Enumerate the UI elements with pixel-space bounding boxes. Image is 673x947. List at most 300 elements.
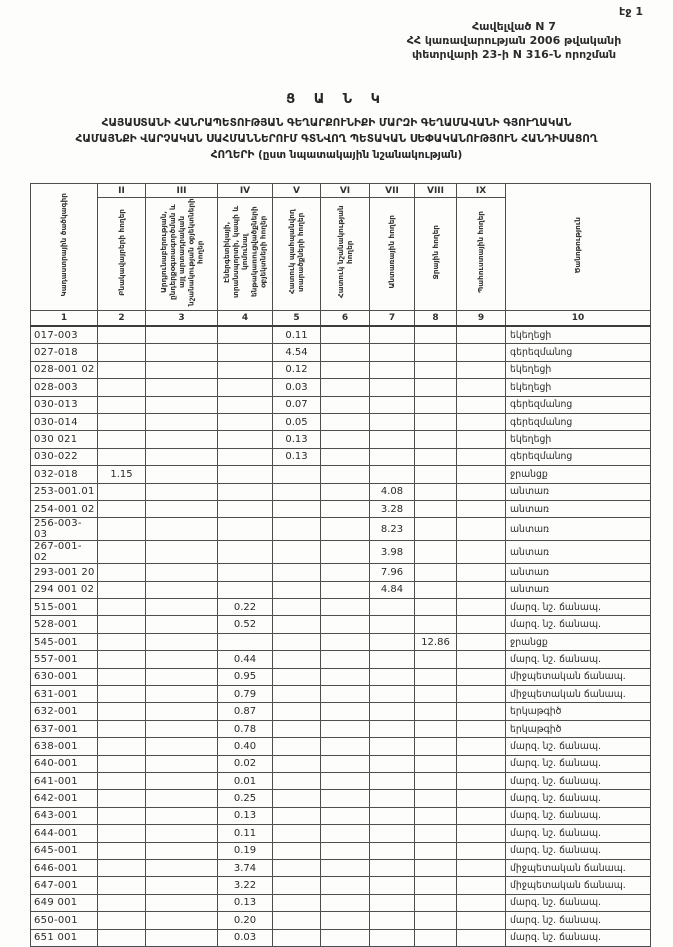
roman-numeral-III: III (146, 184, 218, 198)
cell-value: 0.40 (218, 738, 273, 755)
cell-value (146, 651, 218, 668)
table-row (31, 859, 651, 876)
cell-value (273, 738, 321, 755)
cell-code: 028-003 (31, 379, 98, 396)
cell-value (273, 772, 321, 789)
cell-value (321, 738, 370, 755)
appendix-line-3: փետրվարի 23-ի N 316-Ն որոշման (411, 47, 617, 61)
cell-value: 4.54 (273, 344, 321, 361)
cell-value (321, 686, 370, 703)
cell-value (218, 326, 273, 344)
column-header-2-label: Արդյունաբերության, ընդերքօգտագործման և այլ արտադրական նշանակության օբյեկտների հողեր (158, 198, 205, 306)
cell-value (98, 541, 146, 564)
cell-value (370, 877, 415, 894)
cell-value (98, 413, 146, 430)
cell-value (146, 564, 218, 581)
cell-value (273, 500, 321, 517)
cell-code: 017-003 (31, 326, 98, 344)
cell-value (457, 581, 506, 598)
cell-code: 294 001 02 (31, 581, 98, 598)
column-header-7-label: Ջրային հողեր (430, 224, 440, 280)
cell-value (273, 894, 321, 911)
cell-value (415, 755, 457, 772)
cell-value: 0.52 (218, 616, 273, 633)
cell-note: մարզ. նշ. ճանապ. (506, 807, 651, 824)
cell-value (415, 326, 457, 344)
column-header-7 (415, 198, 457, 311)
cell-value: 0.01 (218, 772, 273, 789)
cell-value (457, 379, 506, 396)
cell-note: երկաթգիծ (506, 703, 651, 720)
appendix-line-2: ՀՀ կառավարության 2006 թվականի (406, 33, 622, 47)
cell-value (98, 361, 146, 378)
cell-value (273, 807, 321, 824)
cell-note: միջպետական ճանապ. (506, 668, 651, 685)
column-number-4: 4 (218, 311, 273, 327)
cell-value (415, 344, 457, 361)
cell-value (146, 379, 218, 396)
cell-value (321, 541, 370, 564)
cell-code: 528-001 (31, 616, 98, 633)
cell-note: եկեղեցի (506, 326, 651, 344)
table-row (31, 361, 651, 378)
column-number-1: 1 (31, 311, 98, 327)
cell-code: 030-014 (31, 413, 98, 430)
cell-value (218, 396, 273, 413)
cell-value (457, 431, 506, 448)
table-row (31, 326, 651, 344)
cell-value (321, 703, 370, 720)
cell-value (273, 541, 321, 564)
cell-note: մարզ. նշ. ճանապ. (506, 894, 651, 911)
cell-value (98, 929, 146, 946)
cell-value (415, 564, 457, 581)
header-roman-row (31, 184, 651, 198)
column-number-3: 3 (146, 311, 218, 327)
column-number-5: 5 (273, 311, 321, 327)
column-header-code (31, 184, 98, 311)
cell-value (457, 807, 506, 824)
cell-value (370, 616, 415, 633)
cell-value (370, 790, 415, 807)
cell-value (457, 790, 506, 807)
cell-note: միջպետական ճանապ. (506, 859, 651, 876)
cell-value: 3.98 (370, 541, 415, 564)
cell-note: մարզ. նշ. ճանապ. (506, 825, 651, 842)
table-row (31, 703, 651, 720)
table-row (31, 466, 651, 483)
cell-value (146, 877, 218, 894)
cell-value (321, 807, 370, 824)
cell-value (415, 703, 457, 720)
cell-value (146, 633, 218, 650)
cell-value: 0.78 (218, 720, 273, 737)
cell-value (457, 772, 506, 789)
cell-value (218, 344, 273, 361)
cell-value (415, 599, 457, 616)
cell-code: 032-018 (31, 466, 98, 483)
cell-value (370, 651, 415, 668)
table-row (31, 929, 651, 946)
table-row (31, 790, 651, 807)
cell-value (218, 581, 273, 598)
appendix-header (368, 20, 660, 61)
cell-value (370, 361, 415, 378)
cell-value (321, 581, 370, 598)
cell-value (273, 466, 321, 483)
cell-note: մարզ. նշ. ճանապ. (506, 929, 651, 946)
document-title-line-1: ՀԱՅԱՍՏԱՆԻ ՀԱՆՐԱՊԵՏՈՒԹՅԱՆ ԳԵՂԱՐՔՈՒՆԻՔԻ ՄԱՐԶԻ ԳԵՂԱՄԱՎԱՆԻ ԳՅՈՒՂԱԿԱՆ (101, 117, 572, 129)
cell-value (146, 842, 218, 859)
cell-note: մարզ. նշ. ճանապ. (506, 738, 651, 755)
cell-value (415, 413, 457, 430)
cell-value (321, 500, 370, 517)
cell-value (146, 431, 218, 448)
cell-note: ջրանցք (506, 633, 651, 650)
cell-value (321, 466, 370, 483)
cell-value (146, 448, 218, 465)
table-body (31, 326, 651, 946)
cell-value (370, 466, 415, 483)
column-header-6-label: Անտառային հողեր (387, 215, 397, 289)
cell-code: 638-001 (31, 738, 98, 755)
column-header-8 (457, 198, 506, 311)
cell-code: 645-001 (31, 842, 98, 859)
column-header-1-label: Բնակավայրերի հողեր (116, 208, 126, 296)
roman-numeral-IV: IV (218, 184, 273, 198)
cell-value (273, 912, 321, 929)
cell-value (370, 686, 415, 703)
roman-numeral-II: II (98, 184, 146, 198)
cell-value (457, 877, 506, 894)
cell-value (415, 431, 457, 448)
cell-value (457, 929, 506, 946)
cell-value (98, 599, 146, 616)
cell-value: 0.11 (218, 825, 273, 842)
cell-value (321, 518, 370, 541)
cell-value: 0.13 (218, 807, 273, 824)
table-row (31, 448, 651, 465)
cell-value (273, 859, 321, 876)
cell-value (415, 396, 457, 413)
cell-value (98, 616, 146, 633)
cell-value (457, 518, 506, 541)
roman-numeral-VI: VI (321, 184, 370, 198)
cell-value (457, 686, 506, 703)
cell-value (273, 651, 321, 668)
cell-value (273, 483, 321, 500)
cell-value (146, 859, 218, 876)
cell-value (321, 616, 370, 633)
cell-value (370, 772, 415, 789)
header-number-row (31, 311, 651, 327)
cell-value (321, 326, 370, 344)
cell-value (218, 541, 273, 564)
cell-code: 027-018 (31, 344, 98, 361)
cell-value (98, 755, 146, 772)
cell-value (98, 431, 146, 448)
cell-code: 293-001 20 (31, 564, 98, 581)
cell-value (146, 755, 218, 772)
cell-note: եկեղեցի (506, 431, 651, 448)
cell-value (457, 344, 506, 361)
cell-value (415, 842, 457, 859)
cell-value (321, 912, 370, 929)
column-header-note-label: Ծանոթություն (573, 216, 583, 274)
cell-note: երկաթգիծ (506, 720, 651, 737)
cell-value (146, 483, 218, 500)
cell-value (146, 326, 218, 344)
cell-value (370, 396, 415, 413)
cell-note: անտառ (506, 500, 651, 517)
cell-value: 7.96 (370, 564, 415, 581)
cell-value (321, 720, 370, 737)
roman-numeral-VIII: VIII (415, 184, 457, 198)
cell-code: 253-001.01 (31, 483, 98, 500)
cell-value (321, 413, 370, 430)
cell-value (321, 877, 370, 894)
table-row (31, 912, 651, 929)
cell-value (146, 790, 218, 807)
cell-value (321, 344, 370, 361)
cell-value (415, 379, 457, 396)
cell-code: 256-003-03 (31, 518, 98, 541)
cell-code: 650-001 (31, 912, 98, 929)
cell-note: միջպետական ճանապ. (506, 877, 651, 894)
cell-value (370, 448, 415, 465)
cell-value (98, 500, 146, 517)
land-table-container (30, 183, 651, 947)
document-title-line-2: ՀԱՄԱՅՆՔԻ ՎԱՐՉԱԿԱՆ ՍԱՀՄԱՆՆԵՐՈՒՄ ԳՏՆՎՈՂ ՊԵՏԱԿԱՆ ՍԵՓԱԿԱՆՈՒԹՅՈՒՆ ՀԱՆԴԻՍԱՑՈՂ (75, 132, 598, 145)
cell-value (218, 379, 273, 396)
cell-code: 647-001 (31, 877, 98, 894)
cell-value (370, 703, 415, 720)
cell-value (273, 686, 321, 703)
cell-note: եկեղեցի (506, 379, 651, 396)
table-row (31, 842, 651, 859)
column-number-9: 9 (457, 311, 506, 327)
cell-note: գերեզմանոց (506, 413, 651, 430)
table-row (31, 396, 651, 413)
cell-value (370, 807, 415, 824)
table-row (31, 755, 651, 772)
cell-code: 515-001 (31, 599, 98, 616)
cell-value (370, 755, 415, 772)
cell-value (457, 448, 506, 465)
column-header-1 (98, 198, 146, 311)
cell-value (321, 929, 370, 946)
cell-note: անտառ (506, 541, 651, 564)
cell-value: 0.03 (218, 929, 273, 946)
table-row (31, 344, 651, 361)
cell-value (321, 651, 370, 668)
cell-value (415, 877, 457, 894)
cell-value (146, 361, 218, 378)
cell-value (146, 466, 218, 483)
cell-note: անտառ (506, 483, 651, 500)
column-number-10: 10 (506, 311, 651, 327)
cell-value (415, 518, 457, 541)
cell-value (146, 738, 218, 755)
table-row (31, 633, 651, 650)
cell-value (457, 361, 506, 378)
column-number-8: 8 (415, 311, 457, 327)
cell-code: 643-001 (31, 807, 98, 824)
cell-value (98, 396, 146, 413)
cell-value (415, 686, 457, 703)
cell-value (321, 483, 370, 500)
cell-code: 267-001-02 (31, 541, 98, 564)
cell-value (273, 599, 321, 616)
document-heading: Ց Ա Ն Կ (286, 92, 387, 107)
column-header-2 (146, 198, 218, 311)
cell-value (146, 616, 218, 633)
cell-value (98, 668, 146, 685)
cell-value (457, 738, 506, 755)
table-row (31, 738, 651, 755)
cell-value (98, 651, 146, 668)
cell-value (370, 431, 415, 448)
cell-value (457, 500, 506, 517)
cell-value (321, 842, 370, 859)
cell-value (273, 668, 321, 685)
cell-value (146, 500, 218, 517)
table-row (31, 518, 651, 541)
cell-code: 631-001 (31, 686, 98, 703)
cell-value (218, 431, 273, 448)
page-number: էջ 1 (619, 5, 643, 18)
document-title-line-3: ՀՈՂԵՐԻ (ըստ նպատակային նշանակության) (210, 148, 463, 161)
cell-value (321, 825, 370, 842)
cell-code: 637-001 (31, 720, 98, 737)
table-row (31, 500, 651, 517)
cell-value: 0.12 (273, 361, 321, 378)
cell-value: 0.13 (273, 431, 321, 448)
cell-value (415, 807, 457, 824)
cell-note: մարզ. նշ. ճանապ. (506, 790, 651, 807)
cell-value (370, 344, 415, 361)
land-table (30, 183, 651, 947)
cell-value (370, 633, 415, 650)
cell-value (98, 703, 146, 720)
cell-value (218, 361, 273, 378)
cell-value (415, 894, 457, 911)
cell-value (218, 564, 273, 581)
cell-value (218, 483, 273, 500)
cell-note: մարզ. նշ. ճանապ. (506, 651, 651, 668)
cell-value (146, 825, 218, 842)
cell-value (98, 633, 146, 650)
cell-value: 0.03 (273, 379, 321, 396)
table-row (31, 564, 651, 581)
cell-value (218, 500, 273, 517)
table-row (31, 483, 651, 500)
cell-value (370, 842, 415, 859)
cell-note: գերեզմանոց (506, 344, 651, 361)
cell-value (146, 599, 218, 616)
cell-value (415, 790, 457, 807)
table-row (31, 877, 651, 894)
column-number-6: 6 (321, 311, 370, 327)
cell-value (415, 448, 457, 465)
cell-value (273, 633, 321, 650)
cell-value (415, 651, 457, 668)
cell-value (218, 633, 273, 650)
cell-note: գերեզմանոց (506, 448, 651, 465)
cell-value (146, 668, 218, 685)
cell-value (370, 929, 415, 946)
table-row (31, 616, 651, 633)
cell-note: գերեզմանոց (506, 396, 651, 413)
cell-code: 646-001 (31, 859, 98, 876)
cell-value (415, 929, 457, 946)
cell-value: 12.86 (415, 633, 457, 650)
cell-value (98, 483, 146, 500)
cell-value (98, 894, 146, 911)
column-header-5 (321, 198, 370, 311)
cell-value: 3.74 (218, 859, 273, 876)
cell-note: անտառ (506, 581, 651, 598)
cell-code: 030 021 (31, 431, 98, 448)
cell-value (415, 466, 457, 483)
cell-value (415, 581, 457, 598)
cell-value: 0.87 (218, 703, 273, 720)
cell-value (370, 825, 415, 842)
cell-value (98, 379, 146, 396)
cell-value (146, 413, 218, 430)
cell-value (321, 790, 370, 807)
cell-value: 3.22 (218, 877, 273, 894)
cell-value: 3.28 (370, 500, 415, 517)
cell-value (457, 616, 506, 633)
cell-value (98, 448, 146, 465)
cell-value (98, 842, 146, 859)
cell-value (146, 720, 218, 737)
cell-value (273, 616, 321, 633)
cell-value (98, 518, 146, 541)
cell-value (415, 912, 457, 929)
table-row (31, 668, 651, 685)
cell-code: 030-022 (31, 448, 98, 465)
cell-value (457, 912, 506, 929)
cell-note: անտառ (506, 518, 651, 541)
cell-value (218, 448, 273, 465)
roman-numeral-VII: VII (370, 184, 415, 198)
cell-value: 0.20 (218, 912, 273, 929)
cell-value (98, 686, 146, 703)
cell-value (273, 825, 321, 842)
column-header-4-label: Հատուկ պահպանվող տարածքների հողեր (287, 209, 306, 295)
cell-value (321, 859, 370, 876)
cell-value (370, 912, 415, 929)
cell-value: 0.13 (273, 448, 321, 465)
cell-value (457, 564, 506, 581)
cell-value (415, 859, 457, 876)
cell-code: 545-001 (31, 633, 98, 650)
cell-value (273, 564, 321, 581)
cell-code: 630-001 (31, 668, 98, 685)
cell-value (370, 859, 415, 876)
cell-value: 1.15 (98, 466, 146, 483)
cell-code: 640-001 (31, 755, 98, 772)
cell-value (457, 541, 506, 564)
cell-note: մարզ. նշ. ճանապ. (506, 842, 651, 859)
cell-value (146, 396, 218, 413)
cell-code: 557-001 (31, 651, 98, 668)
cell-value (457, 755, 506, 772)
cell-value (457, 703, 506, 720)
cell-value: 4.08 (370, 483, 415, 500)
